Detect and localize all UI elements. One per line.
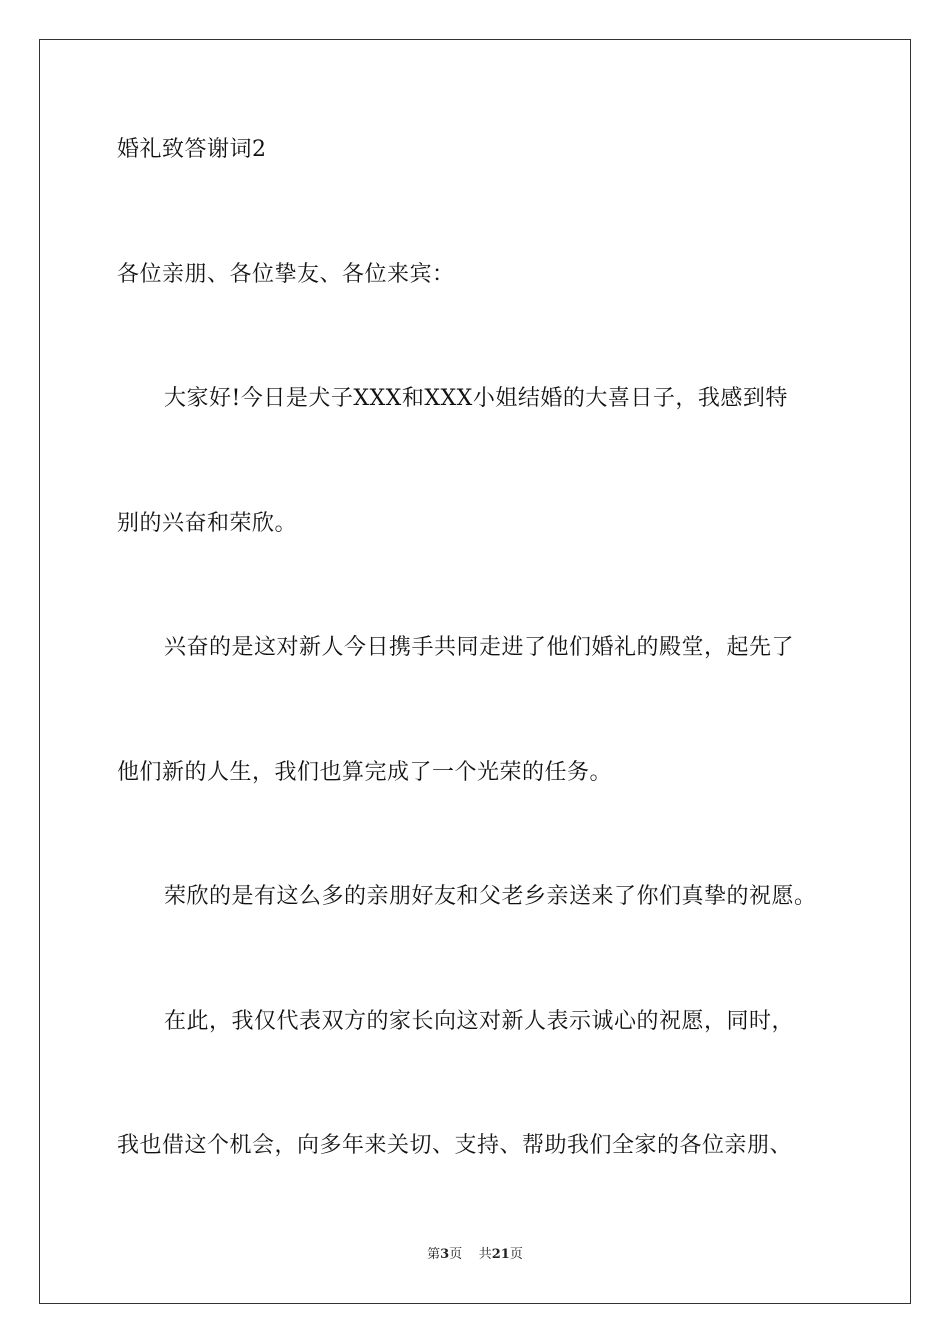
paragraph-2-line-2: 他们新的人生，我们也算完成了一个光荣的任务。 xyxy=(117,760,613,785)
salutation: 各位亲朋、各位挚友、各位来宾： xyxy=(117,262,455,287)
paragraph-2-line-1: 兴奋的是这对新人今日携手共同走进了他们婚礼的殿堂，起先了 xyxy=(164,635,795,660)
total-prefix: 共 xyxy=(478,1247,492,1262)
document-title: 婚礼致答谢词2 xyxy=(117,137,267,162)
paragraph-1-line-1: 大家好!今日是犬子XXX和XXX小姐结婚的大喜日子，我感到特 xyxy=(164,386,788,411)
total-suffix: 页 xyxy=(509,1247,523,1262)
page-footer xyxy=(0,1246,950,1264)
page-frame xyxy=(39,39,911,1304)
page-prefix: 第 xyxy=(427,1247,441,1262)
page-total: 21 xyxy=(491,1247,510,1262)
paragraph-1-line-2: 别的兴奋和荣欣。 xyxy=(117,511,298,536)
page-current: 3 xyxy=(440,1247,450,1262)
paragraph-4-line-2: 我也借这个机会，向多年来关切、支持、帮助我们全家的各位亲朋、 xyxy=(117,1133,793,1158)
paragraph-3-line-1: 荣欣的是有这么多的亲朋好友和父老乡亲送来了你们真挚的祝愿。 xyxy=(164,884,817,909)
page-suffix: 页 xyxy=(449,1247,463,1262)
paragraph-4-line-1: 在此，我仅代表双方的家长向这对新人表示诚心的祝愿，同时， xyxy=(164,1009,795,1034)
